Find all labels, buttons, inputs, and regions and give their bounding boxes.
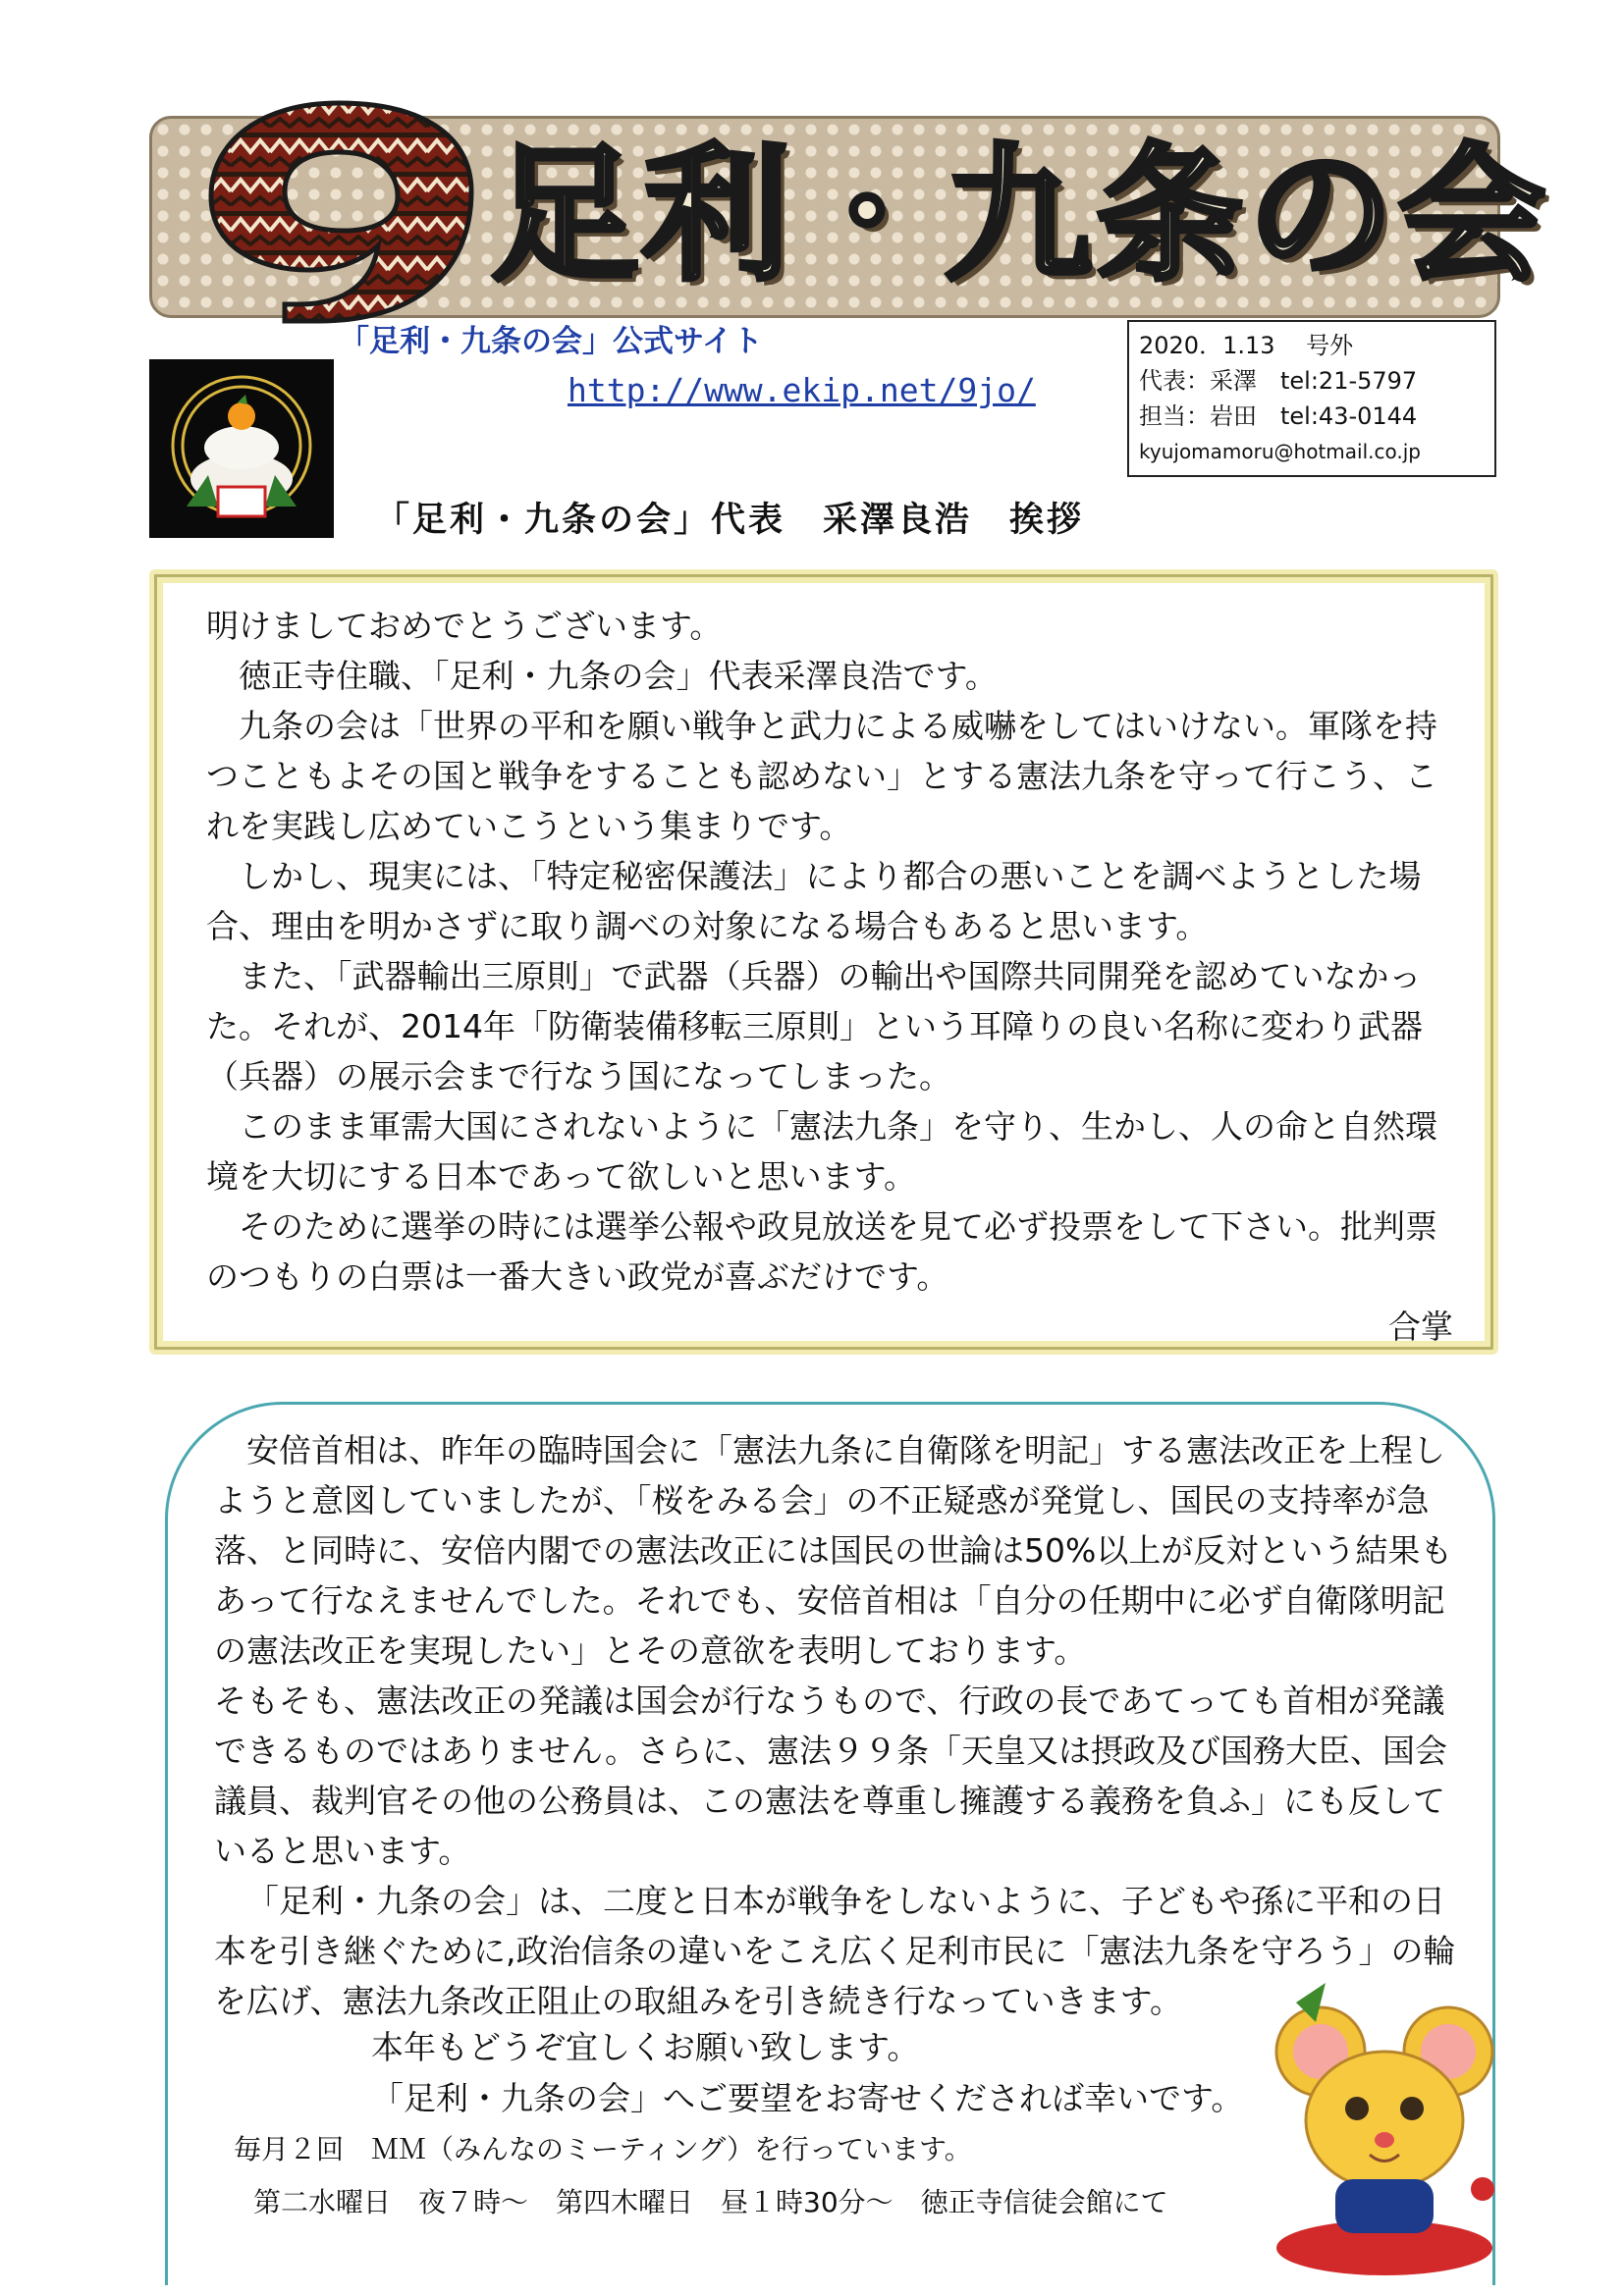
- info-box: [1127, 320, 1496, 477]
- site-url-link[interactable]: http://www.ekip.net/9jo/: [568, 371, 1036, 409]
- meeting-info: 毎月２回 ＭＭ（みんなのミーティング）を行っています。: [234, 2133, 972, 2165]
- issue-date: 2020．1.13 号外: [1139, 332, 1354, 359]
- site-title: 「足利・九条の会」公式サイト: [339, 324, 763, 359]
- greeting-paragraph: しかし、現実には、「特定秘密保護法」により都合の悪いことを調べようとした場合、理由を明かさずに取り調べの対象になる場合もあると思います。: [206, 857, 1422, 945]
- person-in-charge-contact: 担当：岩田 tel:43-0144: [1139, 402, 1418, 430]
- notice-paragraph: 安倍首相は、昨年の臨時国会に「憲法九条に自衛隊を明記」する憲法改正を上程しようと意図していましたが、「桜をみる会」の不正疑惑が発覚し、国民の支持率が急落、と同時に、安倍内閣での憲法改正には国民の世論は50%以上が反対という結果もあって行なえませんでした。それでも、安倍首相は「自分の任期中に必ず自衛隊明記の憲法改正を実現したい」とその意欲を表明しております。: [214, 1431, 1453, 1670]
- nine-logo: [191, 93, 486, 324]
- closing-line: 本年もどうぞ宜しくお願い致します。: [371, 2028, 920, 2066]
- notice-paragraph: 「足利・九条の会」は、二度と日本が戦争をしないように、子どもや孫に平和の日本を引き継ぐために,政治信条の違いをこえ広く足利市民に「憲法九条を守ろう」の輪を広げ、憲法九条改正阻止の取組みを引き続き行なっていきます。: [214, 1882, 1456, 2020]
- kagami-mochi-image: [149, 359, 334, 538]
- greeting-body: [206, 601, 1453, 1352]
- email-address: kyujomamoru@hotmail.co.jp: [1139, 440, 1421, 463]
- greeting-signoff: 合掌: [1388, 1308, 1453, 1346]
- greeting-paragraph: 徳正寺住職、「足利・九条の会」代表采澤良浩です。: [239, 657, 998, 695]
- greeting-paragraph: そのために選挙の時には選挙公報や政見放送を見て必ず投票をして下さい。批判票のつもりの白票は一番大きい政党が喜ぶだけです。: [206, 1207, 1437, 1296]
- banner-title: 足利・九条の会: [491, 131, 1550, 301]
- greeting-paragraph: このまま軍需大国にされないように「憲法九条」を守り、生かし、人の命と自然環境を大切にする日本であって欲しいと思います。: [206, 1107, 1437, 1196]
- greeting-paragraph: また、「武器輸出三原則」で武器（兵器）の輸出や国際共同開発を認めていなかった。それが、2014年「防衛装備移転三原則」という耳障りの良い名称に変わり武器（兵器）の展示会まで行なう国になってしまった。: [206, 957, 1423, 1095]
- closing-line: 「足利・九条の会」へご要望をお寄せくだされば幸いです。: [371, 2079, 1244, 2117]
- greeting-paragraph: 九条の会は「世界の平和を願い戦争と武力による威嚇をしてはいけない。軍隊を持つこともよその国と戦争をすることも認めない」とする憲法九条を守って行こう、これを実践し広めていこうという集まりです。: [206, 707, 1437, 845]
- notice-body: [214, 1425, 1461, 2026]
- greeting-heading: 「足利・九条の会」代表 采澤良浩 挨拶: [375, 501, 1085, 540]
- notice-paragraph: そもそも、憲法改正の発議は国会が行なうもので、行政の長であてっても首相が発議できるものではありません。さらに、憲法９９条「天皇又は摂政及び国務大臣、国会議員、裁判官その他の公務員は、この憲法を尊重し擁護する義務を負ふ」にも反していると思います。: [214, 1682, 1447, 1870]
- greeting-paragraph: 明けましておめでとうございます。: [206, 607, 723, 645]
- mouse-illustration: [1267, 1983, 1502, 2277]
- meeting-schedule: 第二水曜日 夜７時～ 第四木曜日 昼１時30分～ 徳正寺信徒会館にて: [253, 2186, 1168, 2218]
- representative-contact: 代表：采澤 tel:21-5797: [1139, 367, 1418, 395]
